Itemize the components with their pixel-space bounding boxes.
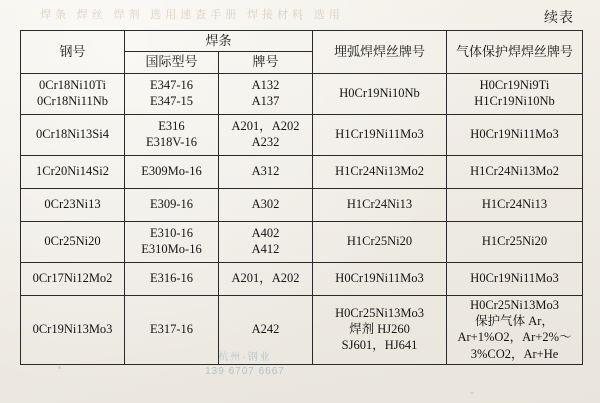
cell-brand: A402 A412: [219, 221, 313, 262]
cell-intl-type: E316 E318V-16: [125, 114, 219, 155]
cell-brand: A312: [219, 155, 313, 188]
table-header-row-1: [21, 31, 583, 52]
continuation-label: 续表: [544, 11, 574, 26]
header-gas-wire: 气体保护焊焊丝牌号: [447, 31, 583, 74]
cell-brand: A201，A202 A232: [219, 114, 313, 155]
cell-steel-grade: 0Cr19Ni13Mo3: [21, 295, 125, 364]
cell-gas-wire: H0Cr25Ni13Mo3 保护气体 Ar，Ar+1%O2，Ar+2%～3%CO2，Ar+He: [447, 295, 583, 364]
cell-intl-type: E309-16: [125, 188, 219, 221]
cell-steel-grade: 0Cr23Ni13: [21, 188, 125, 221]
cell-intl-type: E316-16: [125, 262, 219, 295]
paper-speck: [470, 392, 474, 394]
cell-gas-wire: H1Cr24Ni13Mo2: [447, 155, 583, 188]
cell-intl-type: E310-16 E310Mo-16: [125, 221, 219, 262]
cell-saw-wire: H0Cr19Ni11Mo3: [313, 262, 447, 295]
table-row: [21, 114, 583, 155]
cell-brand: A201，A202: [219, 262, 313, 295]
cell-saw-wire: H0Cr19Ni10Nb: [313, 73, 447, 114]
watermark-stamp: [170, 351, 320, 379]
cell-gas-wire: H0Cr19Ni11Mo3: [447, 114, 583, 155]
cell-intl-type: E317-16: [125, 295, 219, 364]
table-row: [21, 155, 583, 188]
header-electrode-group: 焊条: [125, 31, 313, 52]
cell-gas-wire: H0Cr19Ni11Mo3: [447, 262, 583, 295]
header-saw-wire: 埋弧焊焊丝牌号: [313, 31, 447, 74]
table-row: [21, 73, 583, 114]
stamp-line-2: 139 6707 6667: [205, 366, 285, 377]
top-watermark-text: 焊条 焊丝 焊剂 选用速查手册 焊接材料 选用: [40, 9, 344, 21]
cell-saw-wire: H1Cr24Ni13: [313, 188, 447, 221]
header-steel-grade: 钢号: [21, 31, 125, 74]
table-row: [21, 221, 583, 262]
cell-saw-wire: H1Cr25Ni20: [313, 221, 447, 262]
cell-intl-type: E347-16 E347-15: [125, 73, 219, 114]
cell-steel-grade: 1Cr20Ni14Si2: [21, 155, 125, 188]
table-row: [21, 262, 583, 295]
cell-saw-wire: H1Cr24Ni13Mo2: [313, 155, 447, 188]
cell-saw-wire: H1Cr19Ni11Mo3: [313, 114, 447, 155]
welding-materials-table: [20, 30, 583, 365]
cell-steel-grade: 0Cr25Ni20: [21, 221, 125, 262]
cell-gas-wire: H0Cr19Ni9Ti H1Cr19Ni10Nb: [447, 73, 583, 114]
cell-saw-wire: H0Cr25Ni13Mo3 焊剂 HJ260 SJ601，HJ641: [313, 295, 447, 364]
table-row: [21, 188, 583, 221]
stamp-line-1: 杭州·钢业: [218, 352, 272, 363]
cell-brand: A242: [219, 295, 313, 364]
cell-brand: A132 A137: [219, 73, 313, 114]
cell-gas-wire: H1Cr25Ni20: [447, 221, 583, 262]
header-brand: 牌号: [219, 52, 313, 73]
cell-brand: A302: [219, 188, 313, 221]
header-intl-type: 国际型号: [125, 52, 219, 73]
cell-gas-wire: H1Cr24Ni13: [447, 188, 583, 221]
cell-steel-grade: 0Cr18Ni10Ti 0Cr18Ni11Nb: [21, 73, 125, 114]
cell-steel-grade: 0Cr18Ni13Si4: [21, 114, 125, 155]
paper-speck: [58, 366, 61, 369]
cell-intl-type: E309Mo-16: [125, 155, 219, 188]
cell-steel-grade: 0Cr17Ni12Mo2: [21, 262, 125, 295]
